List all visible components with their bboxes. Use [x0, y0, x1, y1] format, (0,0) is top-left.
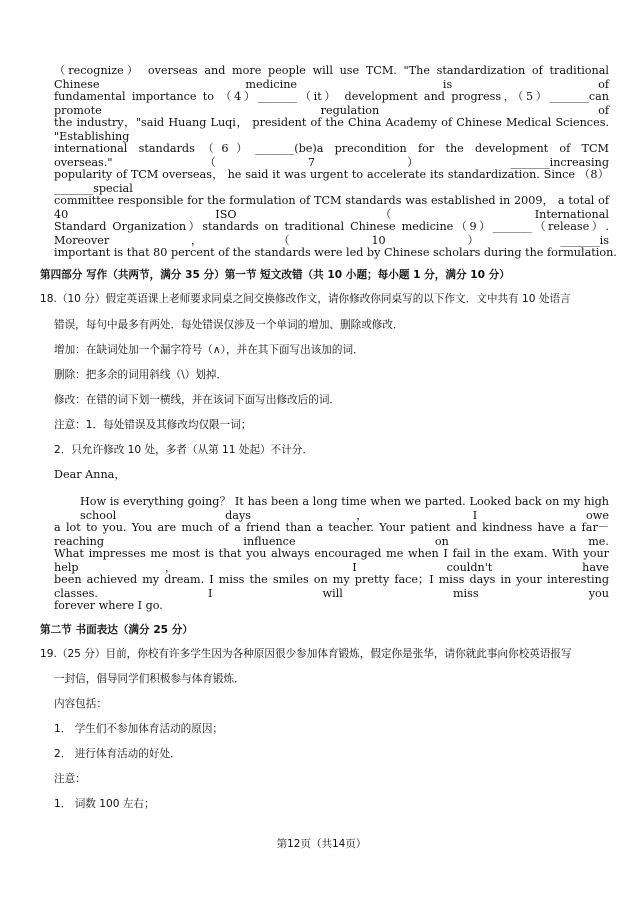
- passage-line-7: Standard Organization）standards on traditional Chinese medicine（9）_______（release）. Moreover，（10）_______is: [54, 220, 609, 247]
- letter-line-5: forever where I go.: [54, 599, 163, 612]
- passage-line-6: committee responsible for the formulation of TCM standards was established in 2009， a total of 40 ISO（International: [54, 194, 609, 221]
- q18-note-2: 2．只允许修改 10 处，多者（从第 11 处起）不计分．: [54, 444, 314, 456]
- q18-modify-rule: 修改：在错的词下划一横线，并在该词下面写出修改后的词．: [54, 394, 341, 406]
- q19-content-label: 内容包括：: [54, 698, 107, 710]
- page-number-footer: 第12页（共14页）: [276, 838, 367, 850]
- letter-line-4: been achieved my dream. I miss the smiles on my pretty face；I miss days in your interesting classes. I will miss you: [54, 573, 609, 600]
- passage-line-5: popularity of TCM overseas， he said it was urgent to accelerate its standardization. Since （8）_______special: [54, 168, 609, 195]
- q19-content-item-1: 1． 学生们不参加体育活动的原因；: [54, 723, 224, 735]
- passage-line-8: important is that 80 percent of the standards were led by Chinese scholars during the formulation.: [54, 246, 617, 259]
- q18-instruction-line1: 18.（10 分）假定英语课上老师要求同桌之间交换修改作文，请你修改你同桌写的以下作文．文中共有 10 处语言: [40, 293, 571, 305]
- q19-note-label: 注意：: [54, 773, 86, 785]
- passage-line-4: international standards（6）_______(be)a precondition for the development of TCM overseas."（7）_______increasing: [54, 142, 609, 169]
- section2-header: 第二节 书面表达（满分 25 分）: [40, 624, 193, 636]
- letter-greeting: Dear Anna，: [54, 468, 126, 481]
- q18-add-rule: 增加：在缺词处加一个漏字符号（∧），并在其下面写出该加的词．: [54, 344, 364, 356]
- letter-line-1: How is everything going？ It has been a long time when we parted. Looked back on my high school days，I owe: [80, 495, 609, 522]
- q19-instruction-line1: 19.（25 分）目前，你校有许多学生因为各种原因很少参加体育锻炼，假定你是张华，请你就此事向你校英语报写: [40, 648, 572, 660]
- q18-delete-rule: 删除：把多余的词用斜线（\）划掉．: [54, 369, 228, 381]
- passage-line-1: （recognize） overseas and more people will use TCM. "The standardization of traditional Chinese medicine is of: [54, 64, 609, 91]
- q18-note-1: 注意：1．每处错误及其修改均仅限一词；: [54, 419, 252, 431]
- section4-header: 第四部分 写作（共两节，满分 35 分）第一节 短文改错（共 10 小题；每小题 1 分，满分 10 分）: [40, 269, 510, 281]
- q19-instruction-line2: 一封信，倡导同学们积极参与体育锻炼．: [54, 673, 245, 685]
- passage-line-2: fundamental importance to （4）_______（it） development and progress，（5）_______can promote regulation of: [54, 90, 609, 117]
- q19-content-item-2: 2． 进行体育活动的好处．: [54, 748, 181, 760]
- letter-line-3: What impresses me most is that you always encouraged me when I fail in the exam. With your help， I couldn't have: [54, 547, 609, 574]
- q19-note-1: 1． 词数 100 左右；: [54, 798, 155, 810]
- q18-instruction-line2: 错误，每句中最多有两处．每处错误仅涉及一个单词的增加、删除或修改．: [54, 319, 404, 331]
- letter-line-2: a lot to you. You are much of a friend than a teacher. Your patient and kindness have a far－reaching influence on me.: [54, 521, 609, 548]
- passage-line-3: the industry，"said Huang Luqi， president of the China Academy of Chinese Medical Sciences. "Establishing: [54, 116, 609, 143]
